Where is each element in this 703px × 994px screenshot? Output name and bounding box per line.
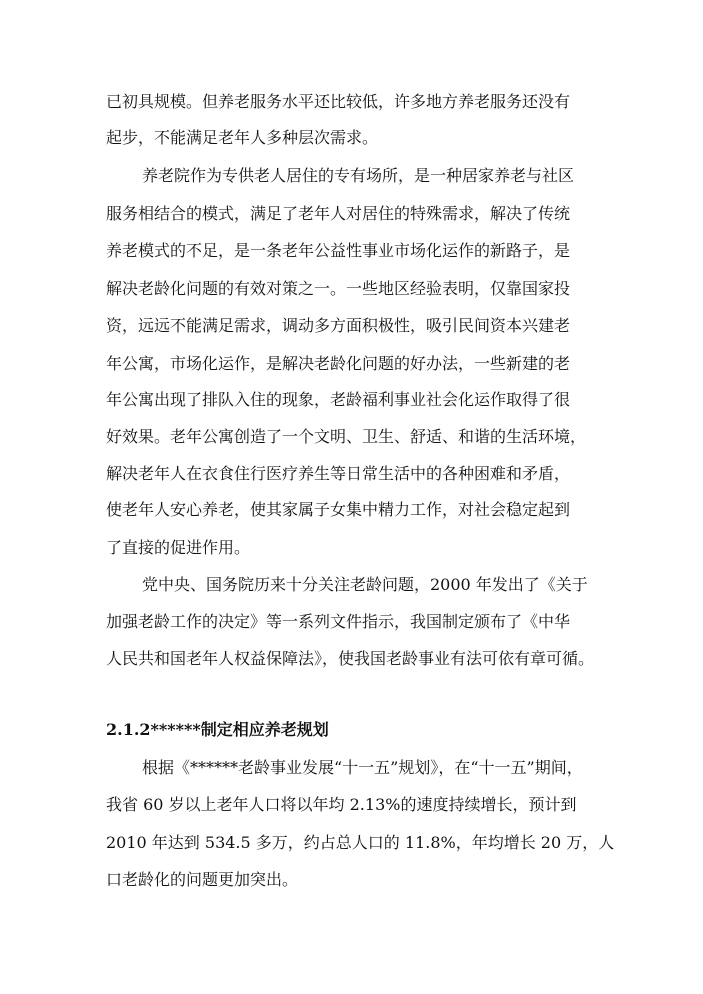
paragraph-line: 解决老年人在衣食住行医疗养生等日常生活中的各种困难和矛盾， bbox=[106, 464, 571, 483]
paragraph-line: 养老模式的不足，是一条老年公益性事业市场化运作的新路子，是 bbox=[106, 241, 571, 260]
paragraph-line: 服务相结合的模式，满足了老年人对居住的特殊需求，解决了传统 bbox=[106, 204, 571, 223]
paragraph-line: 资，远远不能满足需求，调动多方面积极性，吸引民间资本兴建老 bbox=[106, 316, 571, 335]
paragraph-line: 使老年人安心养老，使其家属子女集中精力工作，对社会稳定起到 bbox=[106, 500, 571, 519]
paragraph-line: 了直接的促进作用。 bbox=[106, 538, 251, 557]
paragraph-line: 我省 60 岁以上老年人口将以年均 2.13%的速度持续增长，预计到 bbox=[106, 795, 577, 814]
paragraph-line: 已初具规模。但养老服务水平还比较低，许多地方养老服务还没有 bbox=[106, 92, 571, 111]
paragraph-line: 年公寓出现了排队入住的现象，老龄福利事业社会化运作取得了很 bbox=[106, 390, 571, 409]
paragraph-line: 好效果。老年公寓创造了一个文明、卫生、舒适、和谐的生活环境， bbox=[106, 427, 587, 446]
paragraph-line: 解决老龄化问题的有效对策之一。一些地区经验表明，仅靠国家投 bbox=[106, 279, 571, 298]
section-heading: 2.1.2******制定相应养老规划 bbox=[106, 720, 329, 739]
paragraph-line: 2010 年达到 534.5 多万，约占总人口的 11.8%，年均增长 20 万，人 bbox=[106, 833, 615, 852]
paragraph-line: 起步，不能满足老年人多种层次需求。 bbox=[106, 128, 379, 147]
paragraph-line: 年公寓，市场化运作，是解决老龄化问题的好办法，一些新建的老 bbox=[106, 354, 571, 373]
paragraph-line: 人民共和国老年人权益保障法》，使我国老龄事业有法可依有章可循。 bbox=[106, 649, 595, 668]
paragraph-line: 党中央、国务院历来十分关注老龄问题，2000 年发出了《关于 bbox=[142, 575, 588, 594]
paragraph-line: 养老院作为专供老人居住的专有场所，是一种居家养老与社区 bbox=[142, 166, 575, 185]
paragraph-line: 根据《******老龄事业发展“十一五”规划》，在“十一五”期间， bbox=[142, 758, 583, 777]
paragraph-line: 加强老龄工作的决定》等一系列文件指示，我国制定颁布了《中华 bbox=[106, 612, 571, 631]
paragraph-line: 口老龄化的问题更加突出。 bbox=[106, 870, 299, 889]
